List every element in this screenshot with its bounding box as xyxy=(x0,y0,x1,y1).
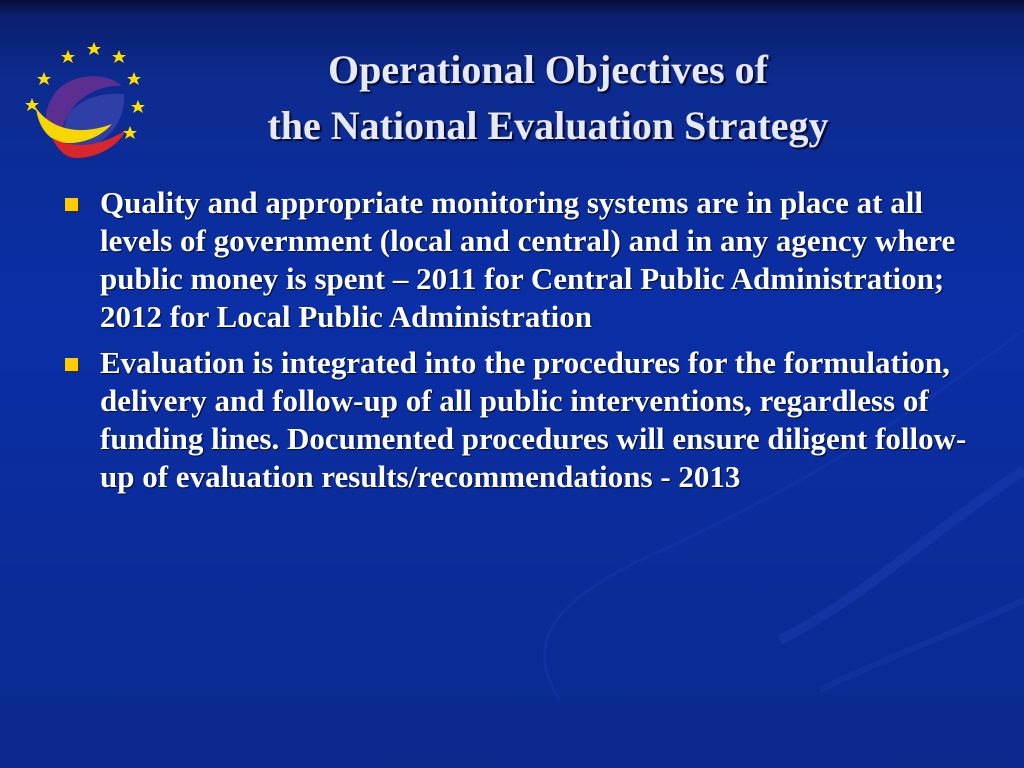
slide-title-line-2: the National Evaluation Strategy xyxy=(267,103,829,148)
bullet-list xyxy=(62,184,982,504)
logo-swirl xyxy=(36,76,126,158)
bullet-item-monitoring-systems xyxy=(62,184,982,336)
bullet-text: Quality and appropriate monitoring systems are in place at all levels of government (local and central) and in any agency where public money is spent – 2011 for Central Public Administration; 2012 for Local Public Administration xyxy=(100,185,956,334)
bullet-text: Evaluation is integrated into the procedures for the formulation, delivery and follow-up of all public interventions, regardless of funding lines. Documented procedures will ensure diligent follow-up of evaluation results/recommendations - 2013 xyxy=(100,345,967,494)
square-bullet-icon xyxy=(65,358,78,371)
bullet-item-evaluation-integration xyxy=(62,344,982,496)
square-bullet-icon xyxy=(65,198,78,211)
eu-stars-swirl-logo xyxy=(22,38,150,166)
slide-title xyxy=(150,42,946,154)
slide-title-line-1: Operational Objectives of xyxy=(328,47,768,92)
